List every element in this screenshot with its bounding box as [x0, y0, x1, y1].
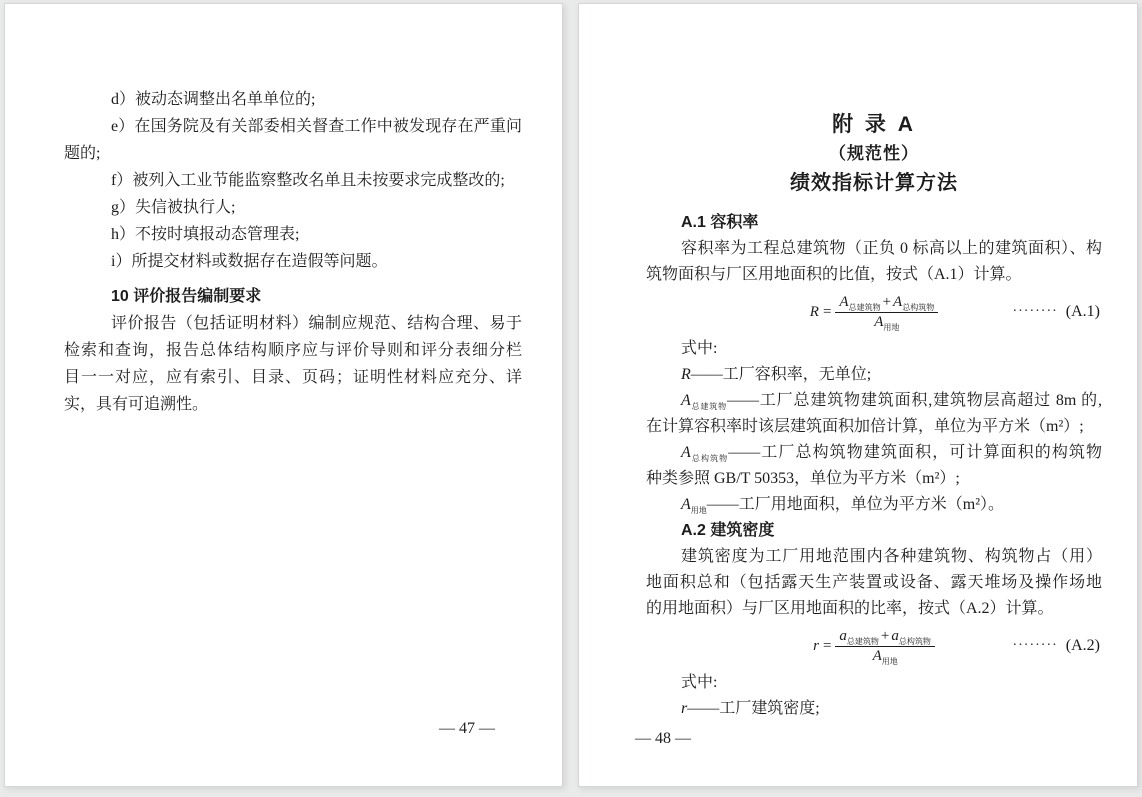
paragraph-line: 评价报告（包括证明材料）编制应规范、结构合理、易于 [111, 315, 522, 332]
equals-sign: = [822, 637, 832, 654]
paragraph-line: 容积率为工程总建筑物（正负 0 标高以上的建筑面积）、构 [681, 240, 1102, 257]
variable: A [681, 496, 691, 513]
list-item-f: f）被列入工业节能监察整改名单且未按要求完成整改的; [111, 172, 505, 189]
variable: A [839, 293, 849, 310]
list-item-e-line-2: 题的; [64, 145, 101, 162]
definition-line-A-total-struct [646, 440, 1102, 466]
formula-number: (A.2) [1065, 637, 1100, 654]
variable: a [891, 627, 899, 644]
fraction-denominator [835, 647, 934, 665]
definition-text: ——工厂总构筑物建筑面积，可计算面积的构筑物 [728, 444, 1102, 461]
variable: A [872, 647, 882, 664]
formula-subscript: 用地 [881, 656, 898, 666]
equals-sign: = [822, 303, 832, 320]
formula-subscript: 总构筑物 [690, 454, 729, 464]
definition-line-R [646, 362, 1102, 388]
paragraph-line: 目一一对应，应有索引、目录、页码；证明性材料应充分、详 [64, 369, 522, 386]
formula-dots: ········ [1012, 304, 1058, 319]
formula-lhs: R [809, 303, 819, 320]
paragraph-line: 检索和查询，报告总体结构顺序应与评价导则和评分表细分栏 [64, 342, 522, 359]
paragraph-line: 的用地面积）与厂区用地面积的比率，按式（A.2）计算。 [646, 600, 1054, 617]
formula-subscript: 总建筑物 [690, 402, 727, 412]
page-47-content [5, 4, 562, 418]
formula-subscript: 用地 [690, 506, 707, 516]
formula-fraction [835, 628, 934, 665]
appendix-title-line-1: 附 录 A [832, 113, 916, 136]
plus-sign: + [882, 293, 892, 310]
definition-line-continuation: 在计算容积率时该层建筑面积加倍计算，单位为平方米（m²）; [646, 418, 1084, 435]
formula-fraction [835, 294, 938, 331]
appendix-title-line-2: （规范性） [829, 144, 919, 163]
variable: A [681, 392, 691, 409]
formula-number: (A.1) [1065, 303, 1100, 320]
definition-line-A-total-build [646, 388, 1102, 414]
variable: A [874, 313, 884, 330]
section-10-heading: 10 评价报告编制要求 [111, 288, 262, 305]
paragraph-line: 筑物面积与厂区用地面积的比值，按式（A.1）计算。 [646, 266, 1022, 283]
list-item-d: d）被动态调整出名单单位的; [111, 91, 316, 108]
where-label: 式中: [681, 674, 718, 691]
list-item-h: h）不按时填报动态管理表; [111, 226, 300, 243]
heading-a1: A.1 容积率 [681, 214, 759, 231]
formula-subscript: 总构筑物 [902, 302, 935, 312]
variable: A [681, 444, 691, 461]
plus-sign: + [880, 627, 890, 644]
variable: R [681, 366, 691, 383]
formula-lhs: r [813, 637, 819, 654]
fraction-denominator [835, 313, 938, 331]
formula-a2 [646, 624, 1102, 668]
definition-line-r [646, 696, 1102, 722]
formula-subscript: 总建筑物 [846, 636, 879, 646]
paragraph-line: 地面积总和（包括露天生产装置或设备、露天堆场及操作场地 [646, 574, 1102, 591]
formula-a2-equation [813, 628, 935, 665]
page-number-47: — 47 — [439, 720, 495, 737]
variable: a [839, 627, 847, 644]
list-item-e-line-1: e）在国务院及有关部委相关督查工作中被发现存在严重问 [111, 118, 522, 135]
formula-a1-equation [810, 294, 938, 331]
definition-text: ——工厂用地面积，单位为平方米（m²）。 [706, 496, 1005, 513]
list-item-g: g）失信被执行人; [111, 199, 236, 216]
page-48 [578, 3, 1138, 787]
fraction-numerator [835, 628, 934, 647]
definition-line-continuation: 种类参照 GB/T 50353，单位为平方米（m²）; [646, 470, 960, 487]
variable: A [893, 293, 903, 310]
formula-subscript: 用地 [883, 322, 900, 332]
heading-a2: A.2 建筑密度 [681, 522, 775, 539]
paragraph-line: 建筑密度为工厂用地范围内各种建筑物、构筑物占（用） [681, 548, 1102, 565]
page-47 [4, 3, 563, 787]
appendix-title-line-3: 绩效指标计算方法 [790, 172, 958, 194]
paragraph-line: 实，具有可追溯性。 [64, 396, 209, 413]
page-number-48: — 48 — [635, 730, 691, 747]
definition-text: ——工厂建筑密度; [687, 700, 820, 717]
definition-line-A-land [646, 492, 1102, 518]
list-item-i: i）所提交材料或数据存在造假等问题。 [111, 253, 388, 270]
definition-text: ——工厂总建筑物建筑面积,建筑物层高超过 8m 的, [727, 392, 1102, 409]
formula-a2-label [1012, 637, 1100, 655]
formula-dots: ········ [1012, 638, 1058, 653]
formula-a1 [646, 290, 1102, 334]
formula-subscript: 总建筑物 [848, 302, 881, 312]
definition-text: ——工厂容积率，无单位; [690, 366, 872, 383]
formula-subscript: 总构筑物 [898, 636, 931, 646]
page-48-content [579, 4, 1137, 722]
formula-a1-label [1012, 303, 1100, 321]
where-label: 式中: [681, 340, 718, 357]
variable: r [681, 700, 688, 717]
fraction-numerator [835, 294, 938, 313]
